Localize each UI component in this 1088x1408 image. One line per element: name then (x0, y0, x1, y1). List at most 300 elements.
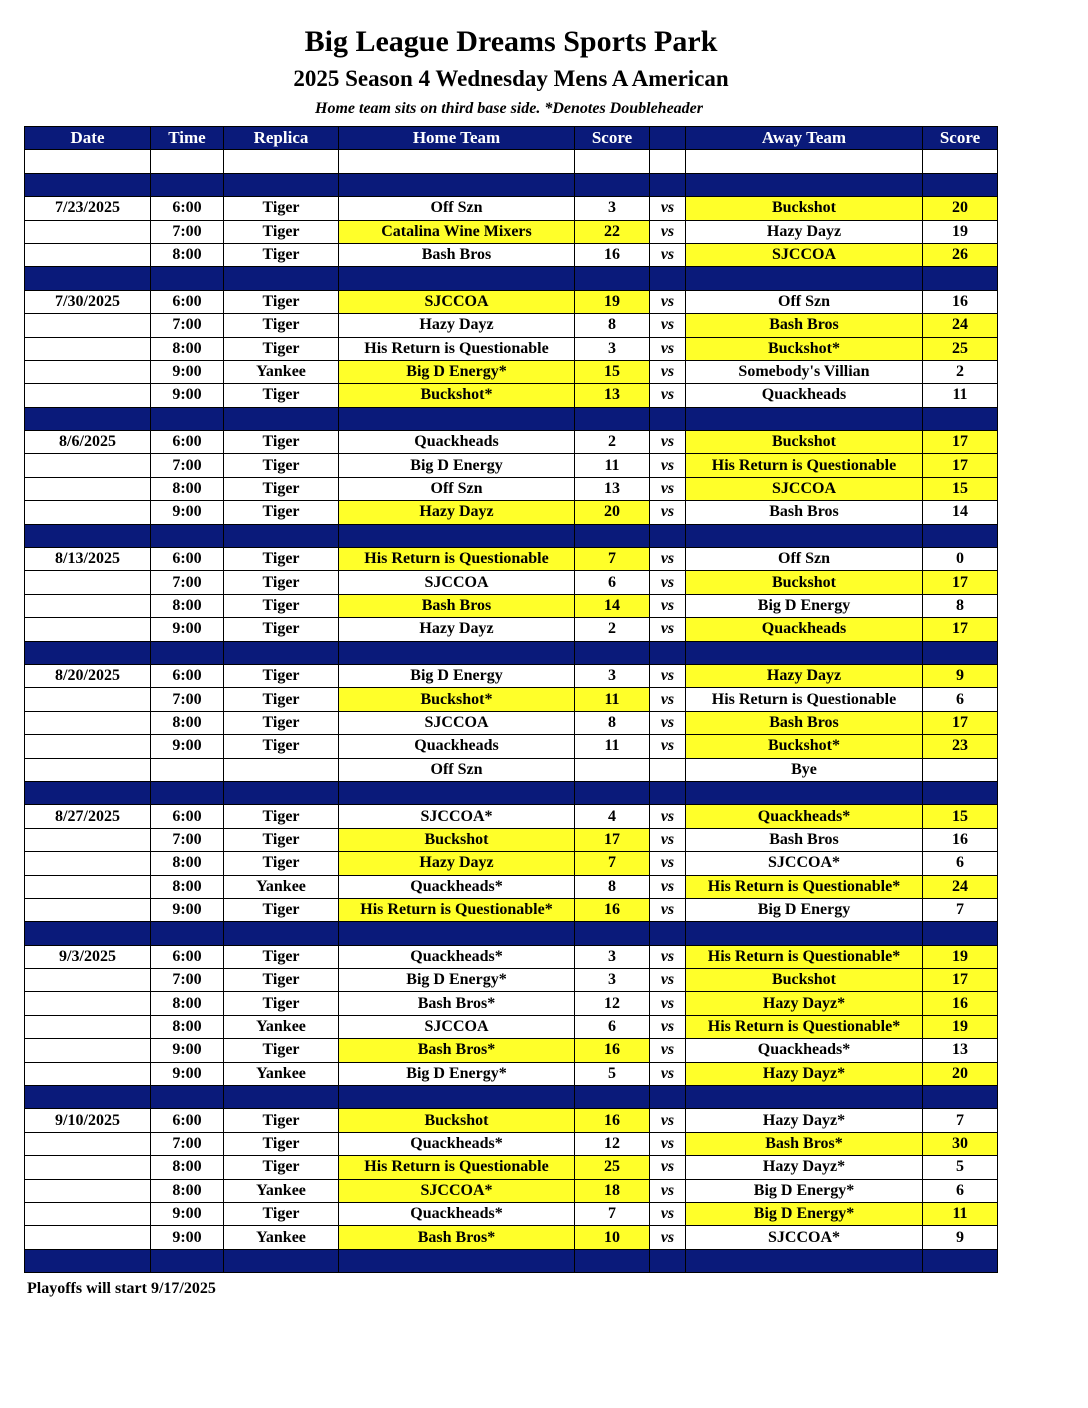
home-team-cell: Quackheads (339, 735, 575, 758)
game-row (25, 243, 998, 266)
away-score-cell: 5 (923, 1156, 998, 1179)
game-row (25, 548, 998, 571)
away-team-cell: Hazy Dayz* (686, 992, 923, 1015)
home-score-cell: 2 (575, 618, 650, 641)
separator-cell (339, 781, 575, 804)
separator-cell (650, 1249, 686, 1272)
away-score-cell: 11 (923, 384, 998, 407)
date-cell (25, 1062, 151, 1085)
vs-cell: vs (650, 828, 686, 851)
away-score-cell: 6 (923, 1179, 998, 1202)
away-score-cell: 0 (923, 548, 998, 571)
separator-cell (923, 524, 998, 547)
date-cell (25, 501, 151, 524)
replica-cell: Tiger (224, 828, 339, 851)
vs-cell: vs (650, 1132, 686, 1155)
game-row (25, 618, 998, 641)
separator-cell (224, 1086, 339, 1109)
away-score-cell: 13 (923, 1039, 998, 1062)
home-team-cell: Off Szn (339, 197, 575, 220)
separator-cell (224, 267, 339, 290)
home-team-cell: SJCCOA* (339, 1179, 575, 1202)
away-score-cell: 30 (923, 1132, 998, 1155)
away-score-cell: 7 (923, 1109, 998, 1132)
away-score-cell: 16 (923, 992, 998, 1015)
time-cell: 7:00 (151, 1132, 224, 1155)
col-header-home-score: Score (575, 127, 650, 150)
date-cell (25, 384, 151, 407)
date-cell (25, 1015, 151, 1038)
away-team-cell: Big D Energy* (686, 1202, 923, 1225)
col-header-away-score: Score (923, 127, 998, 150)
replica-cell: Yankee (224, 1226, 339, 1249)
separator-cell (575, 407, 650, 430)
blank-cell (25, 150, 151, 173)
separator-cell (151, 641, 224, 664)
date-cell (25, 735, 151, 758)
vs-cell: vs (650, 805, 686, 828)
vs-cell: vs (650, 1062, 686, 1085)
vs-cell: vs (650, 594, 686, 617)
vs-cell: vs (650, 1156, 686, 1179)
away-score-cell: 19 (923, 945, 998, 968)
vs-cell: vs (650, 735, 686, 758)
time-cell: 9:00 (151, 618, 224, 641)
separator-cell (339, 267, 575, 290)
replica-cell: Tiger (224, 571, 339, 594)
time-cell: 6:00 (151, 197, 224, 220)
home-team-cell: His Return is Questionable (339, 1156, 575, 1179)
separator-cell (923, 781, 998, 804)
separator-cell (224, 781, 339, 804)
game-row (25, 220, 998, 243)
home-score-cell: 3 (575, 945, 650, 968)
away-team-cell: His Return is Questionable (686, 454, 923, 477)
separator-cell (224, 173, 339, 196)
separator-cell (151, 407, 224, 430)
home-team-cell: Buckshot* (339, 384, 575, 407)
away-score-cell: 16 (923, 828, 998, 851)
replica-cell: Yankee (224, 1062, 339, 1085)
away-team-cell: Somebody's Villian (686, 360, 923, 383)
time-cell: 9:00 (151, 384, 224, 407)
time-cell: 7:00 (151, 314, 224, 337)
replica-cell: Tiger (224, 454, 339, 477)
separator-cell (923, 1249, 998, 1272)
time-cell: 8:00 (151, 1015, 224, 1038)
away-team-cell: Hazy Dayz* (686, 1062, 923, 1085)
replica-cell: Tiger (224, 243, 339, 266)
home-score-cell: 18 (575, 1179, 650, 1202)
away-team-cell: Quackheads (686, 384, 923, 407)
vs-cell: vs (650, 571, 686, 594)
date-cell (25, 314, 151, 337)
away-team-cell: Buckshot* (686, 337, 923, 360)
date-cell: 8/13/2025 (25, 548, 151, 571)
date-cell (25, 594, 151, 617)
home-score-cell: 15 (575, 360, 650, 383)
separator-cell (575, 1086, 650, 1109)
vs-cell: vs (650, 337, 686, 360)
home-score-cell: 7 (575, 1202, 650, 1225)
home-team-cell: Bash Bros* (339, 1226, 575, 1249)
vs-cell: vs (650, 992, 686, 1015)
vs-cell: vs (650, 969, 686, 992)
away-score-cell: 20 (923, 197, 998, 220)
separator-cell (224, 1249, 339, 1272)
home-team-cell: Off Szn (339, 477, 575, 500)
separator-cell (575, 173, 650, 196)
time-cell: 6:00 (151, 548, 224, 571)
separator-cell (25, 524, 151, 547)
away-score-cell: 26 (923, 243, 998, 266)
time-cell: 8:00 (151, 992, 224, 1015)
away-score-cell: 23 (923, 735, 998, 758)
home-score-cell: 6 (575, 1015, 650, 1038)
replica-cell: Tiger (224, 1109, 339, 1132)
home-score-cell: 6 (575, 571, 650, 594)
away-team-cell: Quackheads* (686, 805, 923, 828)
home-team-cell: Quackheads* (339, 1202, 575, 1225)
separator-cell (224, 641, 339, 664)
game-row (25, 805, 998, 828)
home-score-cell: 11 (575, 454, 650, 477)
home-team-cell: Big D Energy (339, 664, 575, 687)
separator-cell (650, 781, 686, 804)
replica-cell: Tiger (224, 1132, 339, 1155)
date-cell: 8/20/2025 (25, 664, 151, 687)
blank-cell (575, 150, 650, 173)
separator-cell (339, 1086, 575, 1109)
game-row (25, 290, 998, 313)
vs-cell: vs (650, 477, 686, 500)
week-separator-row (25, 922, 998, 945)
separator-cell (25, 1086, 151, 1109)
separator-cell (25, 641, 151, 664)
time-cell: 6:00 (151, 664, 224, 687)
home-score-cell: 2 (575, 431, 650, 454)
time-cell: 9:00 (151, 1039, 224, 1062)
replica-cell: Tiger (224, 384, 339, 407)
home-score-cell: 3 (575, 197, 650, 220)
replica-cell: Tiger (224, 501, 339, 524)
home-score-cell: 3 (575, 664, 650, 687)
home-score-cell: 16 (575, 1109, 650, 1132)
away-score-cell: 11 (923, 1202, 998, 1225)
replica-cell: Yankee (224, 1015, 339, 1038)
time-cell: 7:00 (151, 688, 224, 711)
game-row (25, 735, 998, 758)
vs-cell: vs (650, 711, 686, 734)
home-score-cell: 11 (575, 688, 650, 711)
time-cell (151, 758, 224, 781)
game-row (25, 197, 998, 220)
home-team-cell: SJCCOA (339, 1015, 575, 1038)
week-separator-row (25, 173, 998, 196)
vs-cell: vs (650, 384, 686, 407)
separator-cell (25, 173, 151, 196)
date-cell (25, 1179, 151, 1202)
away-team-cell: Bash Bros (686, 711, 923, 734)
away-score-cell: 14 (923, 501, 998, 524)
away-score-cell: 24 (923, 314, 998, 337)
away-score-cell: 17 (923, 431, 998, 454)
separator-cell (25, 407, 151, 430)
home-team-cell: His Return is Questionable (339, 337, 575, 360)
header-row (25, 127, 998, 150)
game-row (25, 1132, 998, 1155)
away-team-cell: Bash Bros (686, 501, 923, 524)
vs-cell: vs (650, 664, 686, 687)
week-separator-row (25, 1249, 998, 1272)
date-cell (25, 969, 151, 992)
date-cell (25, 571, 151, 594)
blank-cell (151, 150, 224, 173)
vs-cell: vs (650, 945, 686, 968)
separator-cell (686, 922, 923, 945)
date-cell (25, 243, 151, 266)
home-team-cell: Quackheads* (339, 945, 575, 968)
home-team-cell: His Return is Questionable (339, 548, 575, 571)
away-team-cell: Buckshot (686, 431, 923, 454)
time-cell: 6:00 (151, 290, 224, 313)
game-row (25, 337, 998, 360)
game-row (25, 852, 998, 875)
date-cell (25, 852, 151, 875)
home-team-cell: Big D Energy* (339, 360, 575, 383)
vs-cell: vs (650, 688, 686, 711)
replica-cell: Tiger (224, 594, 339, 617)
playoffs-note: Playoffs will start 9/17/2025 (27, 1280, 216, 1297)
home-score-cell: 20 (575, 501, 650, 524)
home-score-cell: 16 (575, 1039, 650, 1062)
vs-cell: vs (650, 1226, 686, 1249)
replica-cell: Tiger (224, 852, 339, 875)
replica-cell: Tiger (224, 477, 339, 500)
home-team-cell: SJCCOA (339, 290, 575, 313)
away-score-cell: 9 (923, 664, 998, 687)
date-cell: 7/30/2025 (25, 290, 151, 313)
game-row (25, 501, 998, 524)
away-team-cell: SJCCOA (686, 243, 923, 266)
separator-cell (686, 1086, 923, 1109)
home-score-cell: 13 (575, 477, 650, 500)
game-row (25, 571, 998, 594)
separator-cell (650, 524, 686, 547)
week-separator-row (25, 524, 998, 547)
home-team-cell: Big D Energy (339, 454, 575, 477)
replica-cell: Tiger (224, 664, 339, 687)
vs-cell: vs (650, 548, 686, 571)
separator-cell (923, 641, 998, 664)
separator-cell (339, 1249, 575, 1272)
home-score-cell: 25 (575, 1156, 650, 1179)
time-cell: 8:00 (151, 875, 224, 898)
away-score-cell: 2 (923, 360, 998, 383)
home-team-cell: Big D Energy* (339, 1062, 575, 1085)
replica-cell: Tiger (224, 1156, 339, 1179)
time-cell: 8:00 (151, 594, 224, 617)
home-score-cell: 16 (575, 898, 650, 921)
home-team-cell: Catalina Wine Mixers (339, 220, 575, 243)
separator-cell (151, 922, 224, 945)
week-separator-row (25, 407, 998, 430)
replica-cell: Tiger (224, 805, 339, 828)
separator-cell (575, 524, 650, 547)
replica-cell: Yankee (224, 875, 339, 898)
game-row (25, 1179, 998, 1202)
separator-cell (151, 524, 224, 547)
away-score-cell: 17 (923, 969, 998, 992)
home-score-cell: 12 (575, 992, 650, 1015)
away-team-cell: His Return is Questionable (686, 688, 923, 711)
date-cell (25, 898, 151, 921)
game-row (25, 1109, 998, 1132)
away-team-cell: Big D Energy* (686, 1179, 923, 1202)
home-score-cell: 17 (575, 828, 650, 851)
date-cell (25, 220, 151, 243)
date-cell (25, 992, 151, 1015)
replica-cell: Tiger (224, 969, 339, 992)
vs-cell: vs (650, 1039, 686, 1062)
away-team-cell: Hazy Dayz* (686, 1156, 923, 1179)
away-score-cell: 6 (923, 852, 998, 875)
separator-cell (923, 407, 998, 430)
home-team-cell: Quackheads* (339, 875, 575, 898)
game-row (25, 454, 998, 477)
separator-cell (650, 641, 686, 664)
game-row (25, 1015, 998, 1038)
away-score-cell: 17 (923, 571, 998, 594)
home-score-cell: 14 (575, 594, 650, 617)
blank-row (25, 150, 998, 173)
replica-cell: Tiger (224, 314, 339, 337)
blank-cell (339, 150, 575, 173)
separator-cell (686, 173, 923, 196)
separator-cell (224, 407, 339, 430)
home-score-cell: 10 (575, 1226, 650, 1249)
time-cell: 9:00 (151, 501, 224, 524)
time-cell: 7:00 (151, 828, 224, 851)
page-subtitle: 2025 Season 4 Wednesday Mens A American (293, 66, 729, 91)
separator-cell (25, 267, 151, 290)
away-score-cell: 16 (923, 290, 998, 313)
date-cell (25, 828, 151, 851)
separator-cell (923, 922, 998, 945)
separator-cell (339, 641, 575, 664)
game-row (25, 688, 998, 711)
game-row (25, 992, 998, 1015)
vs-cell: vs (650, 1179, 686, 1202)
away-score-cell: 15 (923, 477, 998, 500)
away-team-cell: Big D Energy (686, 898, 923, 921)
away-score-cell: 15 (923, 805, 998, 828)
vs-cell: vs (650, 290, 686, 313)
separator-cell (151, 1086, 224, 1109)
time-cell: 8:00 (151, 1179, 224, 1202)
away-score-cell: 9 (923, 1226, 998, 1249)
vs-cell: vs (650, 360, 686, 383)
home-score-cell: 13 (575, 384, 650, 407)
replica-cell: Tiger (224, 945, 339, 968)
replica-cell: Tiger (224, 735, 339, 758)
vs-cell: vs (650, 243, 686, 266)
time-cell: 6:00 (151, 945, 224, 968)
away-score-cell: 17 (923, 454, 998, 477)
vs-cell: vs (650, 431, 686, 454)
blank-cell (923, 150, 998, 173)
time-cell: 6:00 (151, 431, 224, 454)
away-score-cell: 17 (923, 711, 998, 734)
game-row (25, 360, 998, 383)
home-team-cell: Hazy Dayz (339, 852, 575, 875)
home-team-cell: Bash Bros* (339, 1039, 575, 1062)
home-score-cell: 3 (575, 337, 650, 360)
separator-cell (575, 922, 650, 945)
away-team-cell: SJCCOA* (686, 1226, 923, 1249)
away-score-cell: 25 (923, 337, 998, 360)
time-cell: 7:00 (151, 571, 224, 594)
replica-cell: Tiger (224, 618, 339, 641)
time-cell: 9:00 (151, 1062, 224, 1085)
separator-cell (686, 641, 923, 664)
replica-cell: Tiger (224, 711, 339, 734)
time-cell: 7:00 (151, 454, 224, 477)
separator-cell (339, 407, 575, 430)
away-team-cell: His Return is Questionable* (686, 1015, 923, 1038)
away-team-cell: Off Szn (686, 290, 923, 313)
away-team-cell: Quackheads (686, 618, 923, 641)
date-cell (25, 1156, 151, 1179)
replica-cell (224, 758, 339, 781)
home-score-cell: 12 (575, 1132, 650, 1155)
date-cell (25, 1039, 151, 1062)
home-team-cell: Off Szn (339, 758, 575, 781)
game-row (25, 898, 998, 921)
away-team-cell: His Return is Questionable* (686, 945, 923, 968)
vs-cell: vs (650, 501, 686, 524)
separator-cell (151, 267, 224, 290)
separator-cell (575, 1249, 650, 1272)
schedule-body (25, 150, 998, 1273)
game-row (25, 1156, 998, 1179)
away-team-cell: Big D Energy (686, 594, 923, 617)
game-row (25, 1226, 998, 1249)
separator-cell (224, 524, 339, 547)
time-cell: 7:00 (151, 220, 224, 243)
date-cell: 8/27/2025 (25, 805, 151, 828)
game-row (25, 431, 998, 454)
game-row (25, 664, 998, 687)
separator-cell (686, 267, 923, 290)
replica-cell: Yankee (224, 360, 339, 383)
week-separator-row (25, 1086, 998, 1109)
date-cell (25, 711, 151, 734)
time-cell: 9:00 (151, 898, 224, 921)
away-score-cell: 24 (923, 875, 998, 898)
col-header-away-team: Away Team (686, 127, 923, 150)
separator-cell (25, 781, 151, 804)
replica-cell: Tiger (224, 290, 339, 313)
replica-cell: Tiger (224, 431, 339, 454)
home-score-cell: 19 (575, 290, 650, 313)
away-team-cell: Buckshot (686, 197, 923, 220)
time-cell: 9:00 (151, 360, 224, 383)
vs-cell (650, 758, 686, 781)
separator-cell (151, 1249, 224, 1272)
week-separator-row (25, 641, 998, 664)
replica-cell: Tiger (224, 1039, 339, 1062)
